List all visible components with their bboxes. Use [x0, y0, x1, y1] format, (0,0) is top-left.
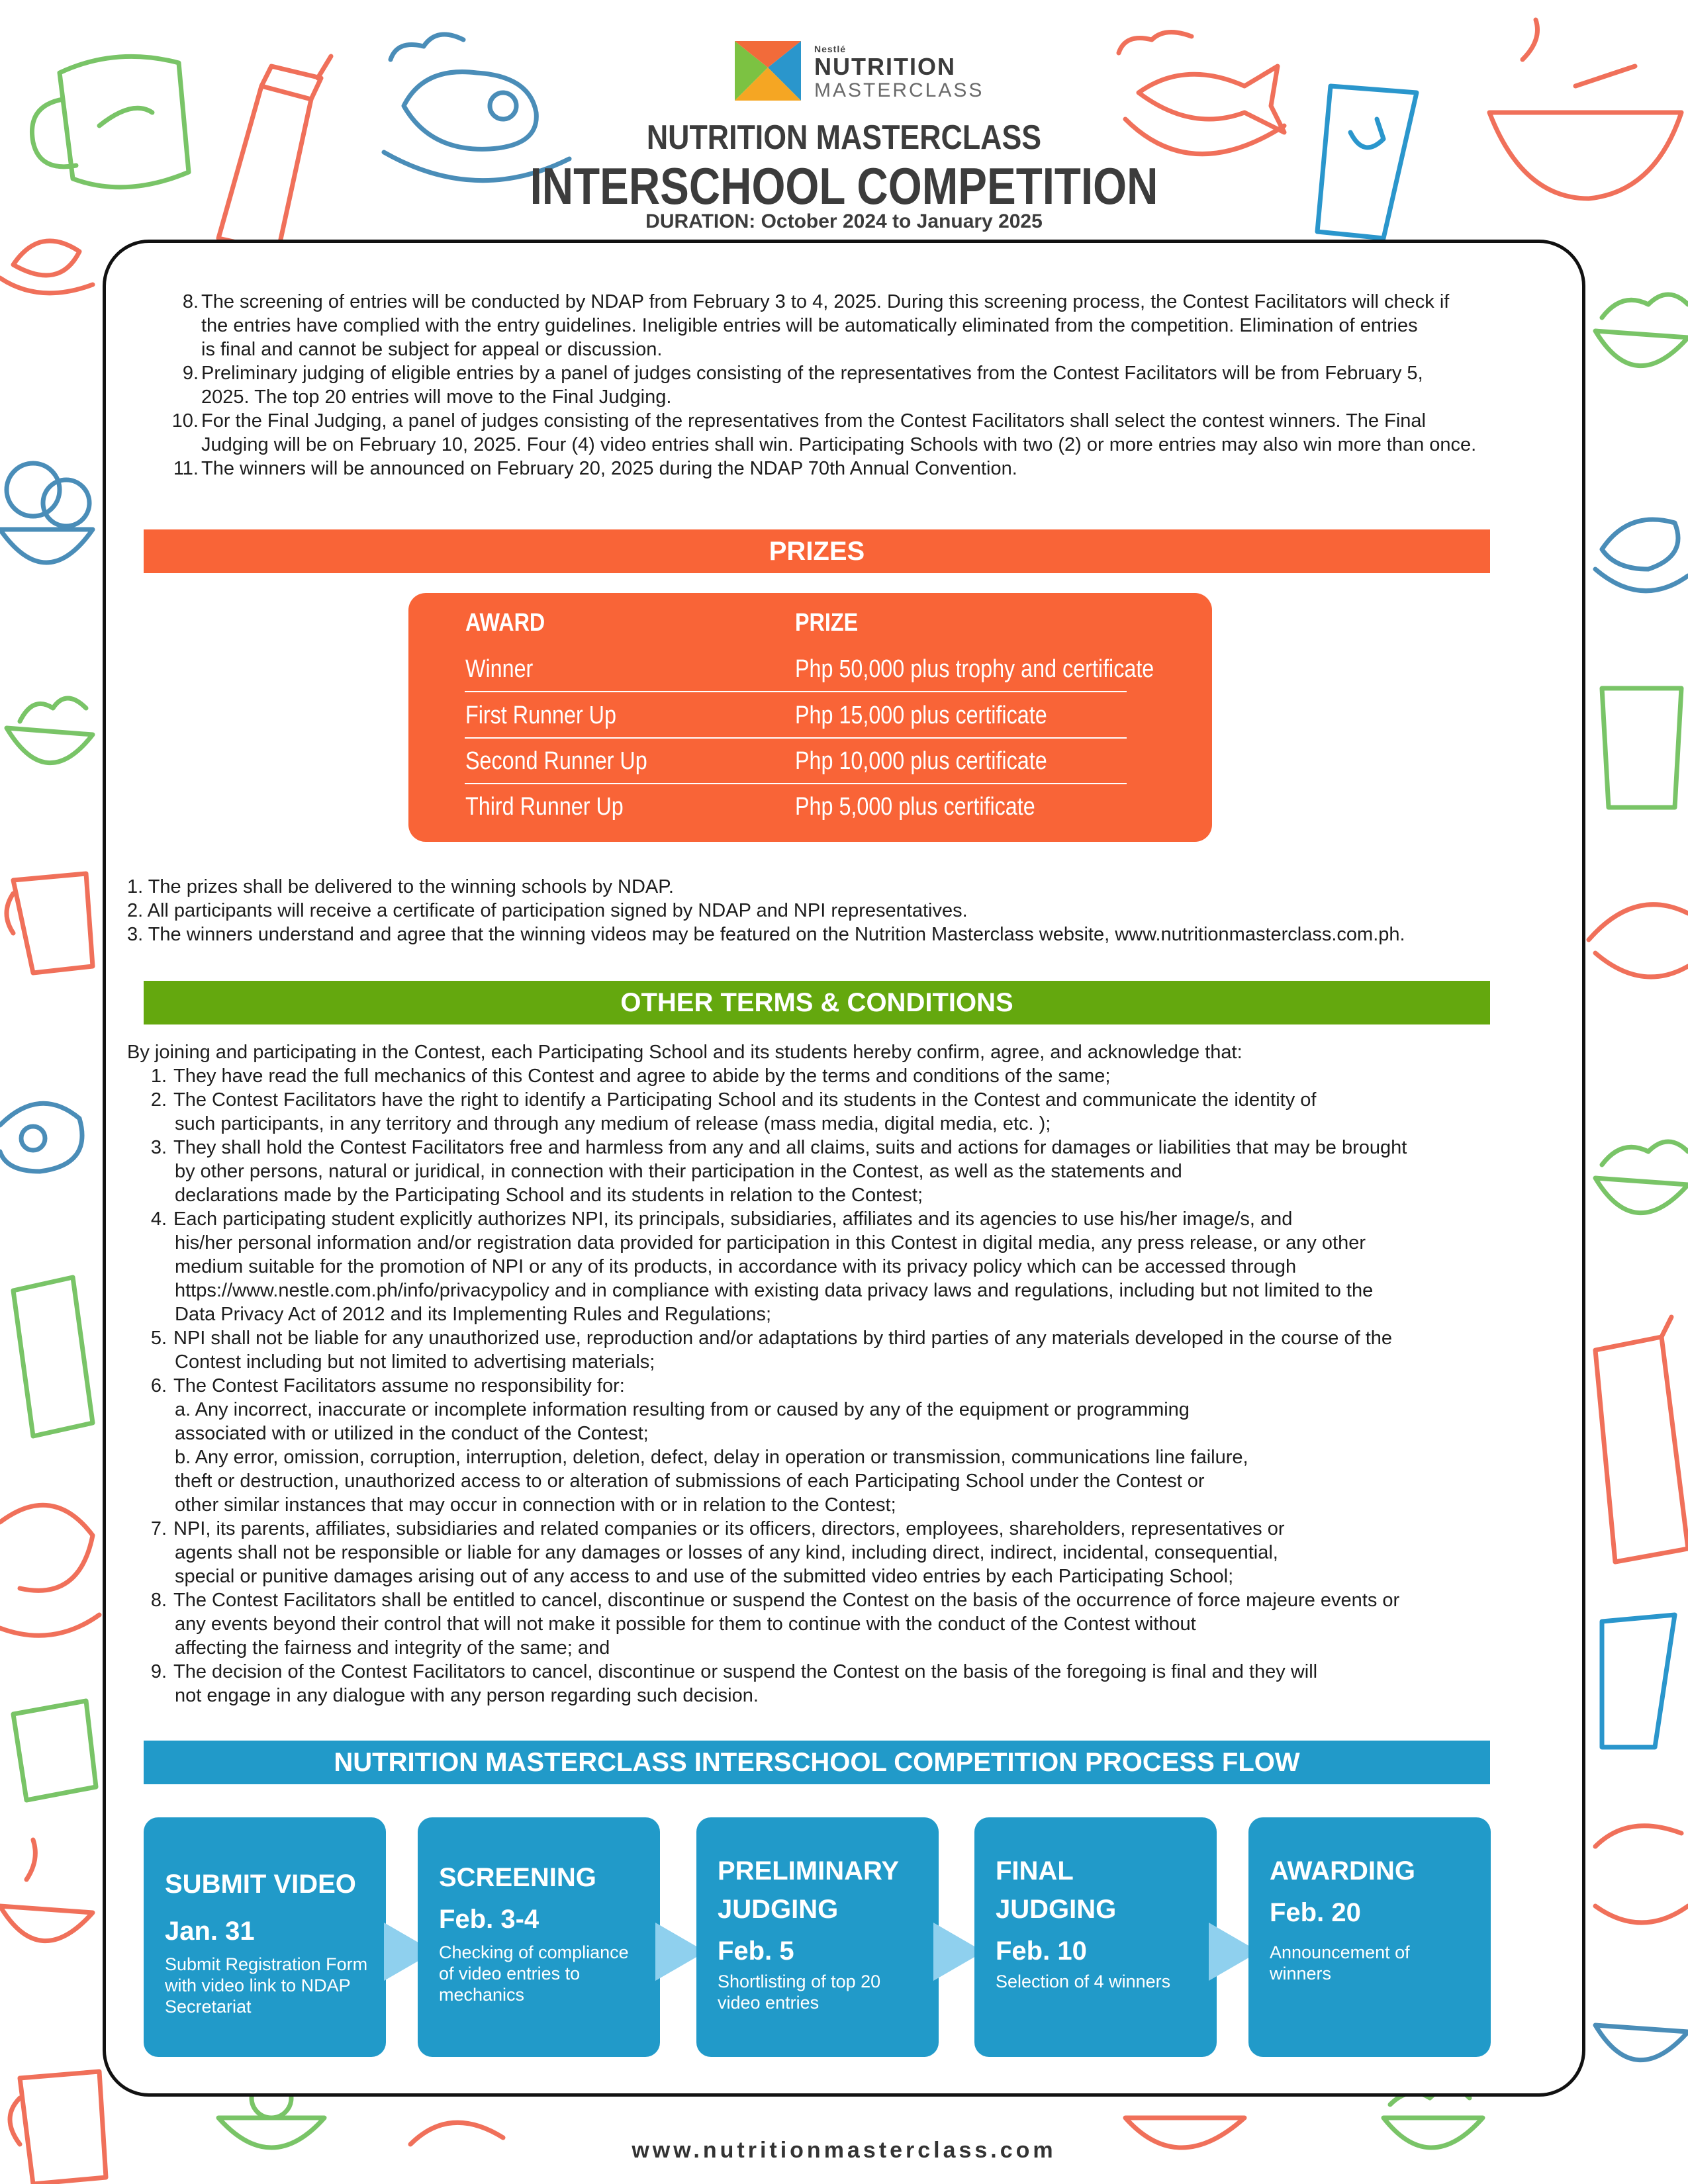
process-flow-heading: NUTRITION MASTERCLASS INTERSCHOOL COMPETITION PROCESS FLOW — [144, 1741, 1490, 1784]
prizes-heading: PRIZES — [144, 529, 1490, 573]
prize-note: 2. All participants will receive a certificate of participation signed by NDAP and NPI representatives. — [127, 900, 968, 921]
terms-num: 3. — [150, 1137, 167, 1158]
prize-award: Winner — [465, 655, 534, 683]
flow-step-desc-line: Selection of 4 winners — [996, 1972, 1171, 1991]
flow-step-title: FINAL — [996, 1856, 1074, 1886]
flow-step-preliminary-judging — [696, 1817, 939, 2057]
duration-text: DURATION: October 2024 to January 2025 — [645, 210, 1043, 232]
terms-line: NPI shall not be liable for any unauthorized use, reproduction and/or adaptations by third parties of any materials developed in the course of the — [173, 1328, 1393, 1349]
mechanics-num: 11. — [173, 458, 199, 479]
terms-line: They have read the full mechanics of this Contest and agree to abide by the terms and conditions of the same; — [173, 1066, 1111, 1087]
terms-intro: By joining and participating in the Contest, each Participating School and its students hereby confirm, agree, and acknowledge that: — [127, 1042, 1243, 1063]
terms-line: his/her personal information and/or registration data provided for participation in this Contest in digital media, any press release, or any other — [175, 1232, 1366, 1253]
mug-left2-icon — [13, 1701, 96, 1800]
prize-value: Php 15,000 plus certificate — [795, 702, 1047, 729]
terms-line: special or punitive damages arising out of any access to and use of the submitted video entries by each Participating School; — [175, 1566, 1234, 1587]
terms-line: The decision of the Contest Facilitators to cancel, discontinue or suspend the Contest on the basis of the foregoing is final and they will — [173, 1661, 1318, 1682]
mechanics-num: 8. — [182, 291, 199, 312]
mug-right-icon — [1602, 688, 1681, 807]
glass-right-icon — [1602, 1615, 1675, 1747]
steak-right-icon — [1595, 520, 1688, 591]
nutrition-masterclass-logo — [735, 41, 984, 101]
mechanics-line: The screening of entries will be conducted by NDAP from February 3 to 4, 2025. During this screening process, the Contest Facilitators will check if — [201, 291, 1450, 312]
salad-right-icon — [1595, 295, 1688, 366]
terms-line: other similar instances that may occur in connection with or in relation to the Contest; — [175, 1494, 896, 1516]
juice-right-icon — [1595, 1317, 1688, 1562]
terms-num: 1. — [150, 1066, 167, 1087]
mechanics-num: 9. — [182, 363, 199, 384]
flow-step-date: Jan. 31 — [165, 1917, 255, 1946]
mechanics-line: For the Final Judging, a panel of judges consisting of the representatives from the Contest Facilitators shall select the contest winners. The Final — [201, 410, 1426, 432]
prize-divider — [465, 737, 1127, 739]
terms-num: 6. — [150, 1375, 167, 1396]
flow-step-desc-line: mechanics — [439, 1985, 525, 2005]
mechanics-line: the entries have complied with the entry guidelines. Ineligible entries will be automatically eliminated from the competition. Elimination of entries — [201, 315, 1418, 336]
terms-line: medium suitable for the promotion of NPI or any of its products, in accordance with its privacy policy which can be accessed through — [175, 1256, 1297, 1277]
flow-step-desc-line: video entries — [718, 1993, 820, 2013]
flow-step-date: Feb. 3-4 — [439, 1905, 539, 1934]
flow-step-title: AWARDING — [1270, 1856, 1415, 1886]
terms-line: affecting the fairness and integrity of the same; and — [175, 1637, 610, 1659]
terms-heading: OTHER TERMS & CONDITIONS — [144, 981, 1490, 1024]
prize-note: 3. The winners understand and agree that the winning videos may be featured on the Nutrition Masterclass website, www.nutritionmasterclass.com.ph. — [127, 924, 1405, 945]
terms-line: a. Any incorrect, inaccurate or incomplete information resulting from or caused by any of the equipment or programming — [175, 1399, 1190, 1420]
terms-num: 8. — [150, 1590, 167, 1611]
terms-line: The Contest Facilitators shall be entitled to cancel, discontinue or suspend the Contest on the basis of the occurrence of force majeure events or — [173, 1590, 1400, 1611]
terms-line: declarations made by the Participating School and its students in relation to the Contest; — [175, 1185, 923, 1206]
flow-step-desc-line: Secretariat — [165, 1997, 252, 2017]
terms-line: theft or destruction, unauthorized access to or alteration of submissions of each Participating School under the Contest or — [175, 1471, 1205, 1492]
terms-line: Data Privacy Act of 2012 and its Implementing Rules and Regulations; — [175, 1304, 772, 1325]
terms-line: The Contest Facilitators assume no responsibility for: — [173, 1375, 625, 1396]
mug-left-icon — [7, 874, 93, 973]
salad-bowl-icon — [7, 698, 93, 763]
terms-line: agents shall not be responsible or liable for any damages or losses of any kind, including direct, indirect, incidental, consequential, — [175, 1542, 1278, 1563]
juice-left-icon — [13, 1277, 93, 1436]
terms-line: associated with or utilized in the conduct of the Contest; — [175, 1423, 649, 1444]
flow-step-title: PRELIMINARY — [718, 1856, 900, 1886]
mechanics-line: Preliminary judging of eligible entries by a panel of judges consisting of the representatives from the Contest Facilitators will be from February 5, — [201, 363, 1423, 384]
fruit-bowl-icon — [0, 463, 93, 563]
flow-step-desc-line: of video entries to — [439, 1964, 581, 1983]
logo-word-nutrition: NUTRITION — [814, 53, 956, 80]
chicken-left-icon — [0, 1505, 99, 1635]
terms-line: Each participating student explicitly authorizes NPI, its principals, subsidiaries, affiliates and its agencies to use his/her image/s, and — [173, 1208, 1293, 1230]
mechanics-line: 2025. The top 20 entries will move to the Final Judging. — [201, 387, 672, 408]
prize-note: 1. The prizes shall be delivered to the winning schools by NDAP. — [127, 876, 674, 897]
footer-website: www.nutritionmasterclass.com — [632, 2138, 1056, 2163]
prize-award: Second Runner Up — [465, 747, 647, 775]
flow-step-desc-line: winners — [1270, 1964, 1332, 1983]
terms-line: Contest including but not limited to advertising materials; — [175, 1351, 655, 1373]
terms-line: by other persons, natural or juridical, in connection with their participation in the Contest, as well as the statements and — [175, 1161, 1182, 1182]
flow-step-submit-video — [144, 1817, 386, 2057]
salad-right2-icon — [1595, 1142, 1688, 1213]
prize-value: Php 10,000 plus certificate — [795, 747, 1047, 775]
page-title-line2: INTERSCHOOL COMPETITION — [530, 157, 1158, 215]
flow-step-screening — [418, 1817, 660, 2057]
flow-step-title: SUBMIT VIDEO — [165, 1870, 356, 1899]
terms-line: not engage in any dialogue with any person regarding such decision. — [175, 1685, 759, 1706]
mechanics-num: 10. — [171, 410, 199, 432]
terms-num: 2. — [150, 1089, 167, 1111]
prizes-col-award: AWARD — [465, 609, 545, 637]
terms-num: 5. — [150, 1328, 167, 1349]
terms-line: NPI, its parents, affiliates, subsidiaries and related companies or its officers, directors, employees, shareholders, representatives or — [173, 1518, 1285, 1539]
page-title-line1: NUTRITION MASTERCLASS — [646, 118, 1042, 157]
logo-mark-icon — [735, 41, 801, 101]
fish-right-icon — [1595, 1826, 1688, 1923]
flow-step-desc-line: with video link to NDAP — [165, 1976, 351, 1995]
mug-bottom-left-icon — [10, 2071, 106, 2184]
flow-step-final-judging — [974, 1817, 1217, 2057]
bowl-left-icon — [0, 1840, 93, 1941]
terms-line: any events beyond their control that will not make it possible for them to continue with the conduct of the Contest without — [175, 1614, 1196, 1635]
mechanics-line: The winners will be announced on February 20, 2025 during the NDAP 70th Annual Convention. — [201, 458, 1017, 479]
terms-line: https://www.nestle.com.ph/info/privacypolicy and in compliance with existing data privacy laws and regulations, including but not limited to the — [175, 1280, 1374, 1301]
terms-num: 9. — [150, 1661, 167, 1682]
flow-step-date: Feb. 20 — [1270, 1898, 1361, 1927]
terms-line: The Contest Facilitators have the right to identify a Participating School and its students in the Contest and communicate the identity of — [173, 1089, 1317, 1111]
prize-award: Third Runner Up — [465, 793, 624, 821]
steak-left-icon — [0, 1103, 82, 1171]
flow-step-desc-line: Shortlisting of top 20 — [718, 1972, 881, 1991]
prize-divider — [465, 783, 1127, 784]
mechanics-line: is final and cannot be subject for appeal or discussion. — [201, 339, 663, 360]
logo-word-masterclass: MASTERCLASS — [814, 79, 984, 101]
terms-line: such participants, in any territory and through any medium of release (mass media, digital media, etc. ); — [175, 1113, 1051, 1134]
terms-line: They shall hold the Contest Facilitators free and harmless from any and all claims, suits and actions for damages or liabilities that may be brought — [173, 1137, 1407, 1158]
terms-line: b. Any error, omission, corruption, interruption, deletion, defect, delay in operation or transmission, communications line failure, — [175, 1447, 1248, 1468]
terms-num: 4. — [150, 1208, 167, 1230]
bowl-right-icon — [1595, 2025, 1688, 2060]
flow-step-title: SCREENING — [439, 1863, 596, 1892]
flow-step-date: Feb. 10 — [996, 1936, 1087, 1966]
flow-step-title: JUDGING — [996, 1895, 1117, 1924]
chicken-right-icon — [1589, 905, 1688, 977]
flow-step-title: JUDGING — [718, 1895, 839, 1924]
logo-brand: Nestlé — [814, 44, 847, 54]
prize-award: First Runner Up — [465, 702, 616, 729]
prize-value: Php 5,000 plus certificate — [795, 793, 1035, 821]
flow-step-awarding — [1248, 1817, 1491, 2057]
mechanics-line: Judging will be on February 10, 2025. Four (4) video entries shall win. Participating Schools with two (2) or more entries may also win more than once. — [201, 434, 1477, 455]
flow-step-desc-line: Announcement of — [1270, 1942, 1410, 1962]
flow-step-date: Feb. 5 — [718, 1936, 794, 1966]
flow-step-desc-line: Checking of compliance — [439, 1942, 629, 1962]
fish-plate-left-icon — [0, 241, 93, 293]
terms-num: 7. — [150, 1518, 167, 1539]
flow-step-desc-line: Submit Registration Form — [165, 1954, 368, 1974]
prize-divider — [465, 691, 1127, 692]
prizes-col-prize: PRIZE — [795, 609, 859, 637]
prizes-table — [408, 593, 1212, 842]
prize-value: Php 50,000 plus trophy and certificate — [795, 655, 1154, 683]
